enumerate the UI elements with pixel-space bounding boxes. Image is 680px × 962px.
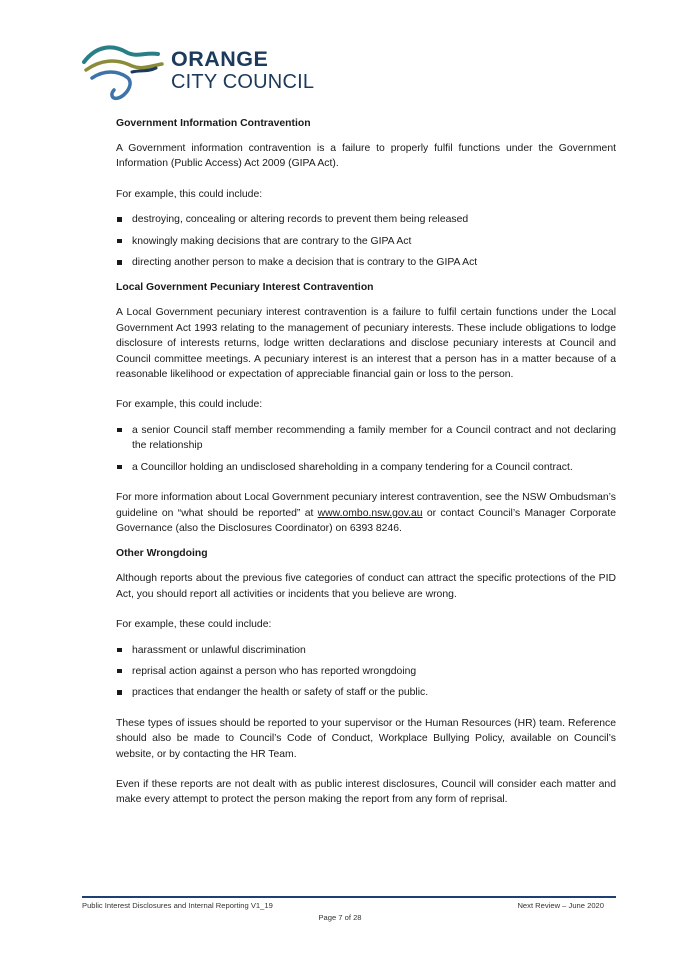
heading-local-government-pecuniary: Local Government Pecuniary Interest Contravention	[116, 282, 374, 294]
list-item: directing another person to make a decision that is contrary to the GIPA Act	[116, 255, 616, 270]
paragraph-lgpic-definition: A Local Government pecuniary interest contravention is a failure to fulfil certain functions under the Local Government Act 1993 relating to the management of pecuniary interests. These include obligations to lodge disclosure of interests returns, lodge written declarations and disclose pecuniary interests at Council and Council committee meetings. A pecuniary interest is an interest that a person has in a matter because of a reasonable likelihood or expectation of appreciable financial gain or loss to the person.	[116, 307, 616, 381]
paragraph-other-intro: For example, these could include:	[116, 619, 272, 631]
heading-other-wrongdoing: Other Wrongdoing	[116, 548, 208, 560]
paragraph-other-reporting: These types of issues should be reported to your supervisor or the Human Resources (HR) team. Reference should also be made to Council’s Code of Conduct, Workplace Bullying Policy, available on Council’s website, or by contacting the HR Team.	[116, 717, 616, 760]
paragraph-other-protection: Even if these reports are not dealt with as public interest disclosures, Council will consider each matter and make every attempt to protect the person making the report from any form of reprisal.	[116, 778, 616, 806]
paragraph-gic-intro: For example, this could include:	[116, 188, 263, 200]
footer-page-number: Page 7 of 28	[318, 913, 362, 922]
list-other-examples	[116, 643, 616, 701]
list-item: reprisal action against a person who has reported wrongdoing	[116, 664, 616, 679]
orange-city-council-logo	[82, 40, 342, 106]
ombudsman-link[interactable]: www.ombo.nsw.gov.au	[317, 507, 423, 519]
list-gic-examples	[116, 212, 616, 270]
more-info-text-before: For more information about Local Government pecuniary interest contravention, see the NSW Ombudsman’s guideline on “what should be reported” at	[116, 492, 616, 519]
paragraph-lgpic-more-info	[116, 490, 616, 536]
heading-government-information: Government Information Contravention	[116, 118, 311, 129]
list-lgpic-examples	[116, 423, 616, 475]
list-item: knowingly making decisions that are contrary to the GIPA Act	[116, 234, 616, 249]
logo-line-orange: ORANGE	[171, 47, 269, 71]
more-info-text-after: or contact Council’s Manager Corporate Governance (also the Disclosures Coordinator) on 6393 8246.	[116, 507, 616, 534]
footer-document-title: Public Interest Disclosures and Internal Reporting V1_19	[82, 901, 273, 910]
list-item: a senior Council staff member recommending a family member for a Council contract and not declaring the relationship	[116, 423, 616, 454]
footer-divider	[82, 896, 616, 898]
list-item: a Councillor holding an undisclosed shareholding in a company tendering for a Council contract.	[116, 460, 616, 475]
footer-next-review: Next Review – June 2020	[517, 901, 604, 910]
paragraph-other-definition: Although reports about the previous five categories of conduct can attract the specific protections of the PID Act, you should report all activities or incidents that you believe are wrong.	[116, 573, 616, 600]
paragraph-gic-definition: A Government information contravention is a failure to properly fulfil functions under the Government Information (Public Access) Act 2009 (GIPA Act).	[116, 143, 616, 170]
list-item: practices that endanger the health or safety of staff or the public.	[116, 685, 616, 700]
list-item: destroying, concealing or altering records to prevent them being released	[116, 212, 616, 227]
paragraph-lgpic-intro: For example, this could include:	[116, 399, 263, 411]
list-item: harassment or unlawful discrimination	[116, 643, 616, 658]
logo-line-city-council: CITY COUNCIL	[171, 71, 315, 93]
logo-wave-icon	[82, 40, 172, 106]
document-body	[116, 116, 616, 818]
